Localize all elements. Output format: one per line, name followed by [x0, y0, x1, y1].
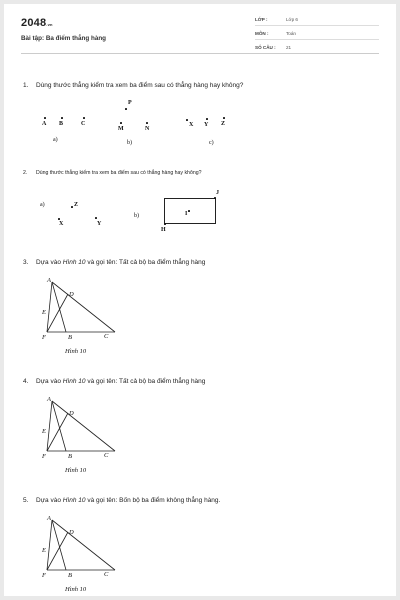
point-label: X	[59, 221, 64, 227]
point-dot	[223, 117, 225, 119]
point-dot	[206, 118, 208, 120]
point-label: J	[216, 190, 219, 196]
point-label: H	[161, 227, 166, 233]
option-label: c)	[209, 140, 214, 146]
figure-label: F	[42, 453, 46, 460]
point-dot	[71, 206, 73, 208]
point-dot	[58, 218, 60, 220]
figure-label: F	[42, 572, 46, 579]
figure-label: C	[104, 571, 109, 578]
figure-caption: Hình 10	[65, 467, 87, 473]
point-label: C	[81, 121, 86, 127]
point-dot	[61, 117, 63, 119]
point-label: Z	[74, 202, 79, 208]
point-label: Y	[97, 221, 102, 227]
point-dot	[186, 119, 188, 121]
point-dot	[120, 122, 122, 124]
figure-label: E	[42, 428, 46, 435]
option-label: b)	[127, 140, 132, 146]
figure-caption: Hình 10	[65, 586, 87, 592]
worksheet-page: 2048.vn Bài tập: Ba điểm thẳng hàng LỚP : Lớp 6 MÔN : Toán SỐ CÂU : 21 1. Dùng thước thẳng kiểm tra xem ba điểm sau có thẳng hàng hay không? A B C a) P M N b) X Y Z c) 2. Dùng thước thẳng kiểm tra xem ba điểm sau có thẳng hàng hay không? a) Z X Y b) J I H 3. Dựa vào Hình 10 và gọi tên: Tất cả bộ ba điểm thẳng hàng A D E F B C Hình 10 4. Dựa vào Hình 10 và gọi tên: Tất cả bộ ba điểm thẳng hàng A D E F B C Hình 10 5. Dựa vào Hình 10 và gọi tên: Bốn bộ ba điểm không thẳng hàng. A D E F B C Hình 10	[4, 4, 396, 596]
figure-label: E	[42, 547, 46, 554]
figure-label: F	[42, 334, 46, 341]
point-label: B	[59, 121, 64, 127]
point-dot	[95, 217, 97, 219]
meta-subject: MÔN : Toán	[255, 30, 379, 40]
point-label: M	[118, 126, 124, 132]
point-label: P	[128, 100, 132, 106]
header-divider	[21, 53, 379, 54]
point-label: I	[185, 211, 188, 217]
figure-label: C	[104, 452, 109, 459]
meta-question-count: SỐ CÂU : 21	[255, 44, 379, 54]
figure-label: B	[68, 453, 72, 460]
point-label: A	[42, 121, 47, 127]
point-dot	[146, 122, 148, 124]
rectangle-shape	[164, 198, 216, 224]
point-dot	[83, 117, 85, 119]
figure-label: A	[47, 515, 51, 522]
figure-label: A	[47, 277, 51, 284]
option-label: a)	[40, 202, 45, 208]
point-dot	[164, 223, 166, 225]
point-label: Z	[221, 121, 226, 127]
point-label: X	[189, 122, 194, 128]
site-logo[interactable]: 2048.vn	[21, 17, 53, 29]
point-label: N	[145, 126, 150, 132]
figure-label: D	[69, 529, 74, 536]
figure-label: B	[68, 572, 72, 579]
option-label: a)	[53, 137, 58, 143]
figure-label: E	[42, 309, 46, 316]
triangle-figure	[40, 512, 130, 592]
figure-label: D	[69, 410, 74, 417]
point-label: Y	[204, 122, 209, 128]
figure-label: A	[47, 396, 51, 403]
figure-label: B	[68, 334, 72, 341]
point-dot	[214, 197, 216, 199]
figure-caption: Hình 10	[65, 348, 87, 354]
worksheet-title: Bài tập: Ba điểm thẳng hàng	[21, 35, 107, 42]
triangle-figure	[40, 393, 130, 473]
point-dot	[125, 108, 127, 110]
triangle-figure	[40, 274, 130, 354]
option-label: b)	[134, 213, 139, 219]
point-dot	[188, 210, 190, 212]
figure-label: D	[69, 291, 74, 298]
figure-label: C	[104, 333, 109, 340]
point-dot	[44, 117, 46, 119]
meta-class: LỚP : Lớp 6	[255, 16, 379, 26]
